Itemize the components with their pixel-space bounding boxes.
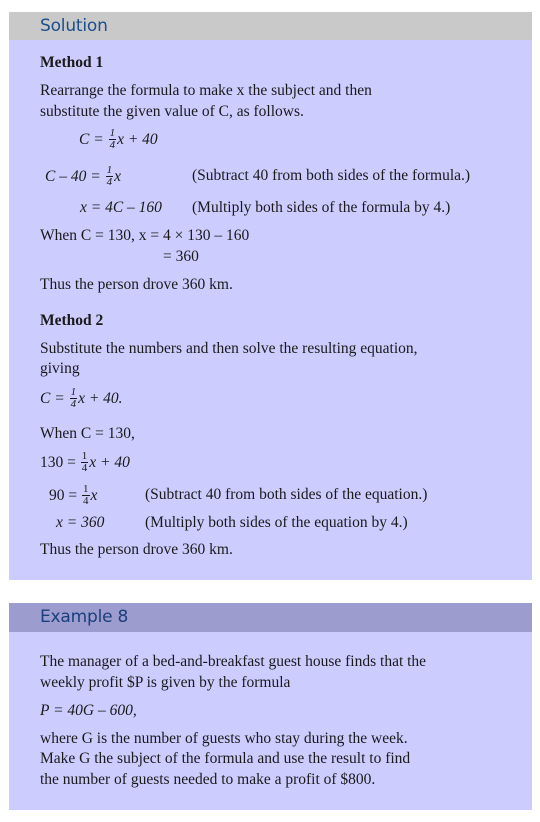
method2-eq4-note: (Multiply both sides of the equation by 4.)	[145, 514, 408, 531]
fraction-denominator: 4	[106, 176, 113, 188]
method2-eq1-rhs: x + 40.	[78, 390, 123, 408]
fraction	[82, 484, 90, 507]
method1-eq2-lhs: C – 40 =	[45, 168, 101, 186]
method1-eq1-rhs: x + 40	[117, 131, 158, 149]
solution-box	[9, 12, 532, 580]
method1-eq2	[45, 166, 121, 189]
solution-heading: Solution	[9, 12, 532, 40]
fraction-numerator: 1	[81, 450, 88, 462]
example-line-2: weekly profit $P is given by the formula	[40, 674, 291, 691]
fraction	[70, 387, 78, 410]
method1-eq1-lhs: C =	[79, 131, 104, 149]
method2-when: When C = 130,	[40, 425, 135, 442]
method1-intro-line2: substitute the given value of C, as follows.	[40, 103, 304, 120]
method1-conclusion: Thus the person drove 360 km.	[40, 276, 233, 293]
example-line-5: the number of guests needed to make a profit of $800.	[40, 771, 376, 788]
example-heading: Example 8	[9, 603, 532, 632]
method2-title: Method 2	[40, 312, 104, 329]
method2-eq1	[40, 388, 123, 411]
example-line-1: The manager of a bed-and-breakfast guest house finds that the	[40, 653, 427, 670]
method2-eq3-lhs: 90 =	[49, 487, 78, 505]
method1-eq2-rhs: x	[114, 168, 121, 186]
fraction	[109, 128, 117, 151]
method1-eq3-note: (Multiply both sides of the formula by 4.)	[192, 199, 451, 216]
example-line-3: where G is the number of guests who stay during the week.	[40, 730, 408, 747]
method1-eq2-note: (Subtract 40 from both sides of the formula.)	[192, 167, 471, 184]
example-formula: P = 40G – 600,	[40, 702, 137, 719]
method2-eq2-lhs: 130 =	[40, 454, 76, 472]
method1-eq1	[79, 129, 158, 152]
method1-intro-line1: Rearrange the formula to make x the subject and then	[40, 82, 372, 99]
fraction-denominator: 4	[81, 462, 88, 474]
fraction	[106, 165, 114, 188]
fraction-numerator: 1	[83, 483, 89, 495]
method2-eq4: x = 360	[56, 514, 105, 531]
method2-eq2	[40, 452, 130, 475]
method2-intro-line1: Substitute the numbers and then solve the resulting equation,	[40, 340, 418, 357]
method1-title: Method 1	[40, 54, 104, 71]
method2-eq3	[49, 485, 97, 508]
fraction	[81, 451, 89, 474]
fraction-denominator: 4	[70, 398, 77, 410]
fraction-numerator: 1	[106, 164, 113, 176]
method2-eq2-rhs: x + 40	[89, 454, 130, 472]
method2-eq3-note: (Subtract 40 from both sides of the equation.)	[145, 486, 428, 503]
fraction-denominator: 4	[109, 139, 116, 151]
example-line-4: Make G the subject of the formula and use the result to find	[40, 750, 411, 767]
fraction-numerator: 1	[70, 386, 77, 398]
fraction-numerator: 1	[109, 127, 116, 139]
method1-when-line2: = 360	[163, 248, 199, 265]
method2-conclusion: Thus the person drove 360 km.	[40, 541, 233, 558]
method2-eq3-rhs: x	[90, 487, 98, 505]
method1-when-line1: When C = 130, x = 4 × 130 – 160	[40, 227, 250, 244]
method2-eq1-lhs: C =	[40, 390, 65, 408]
method1-eq3: x = 4C – 160	[80, 199, 162, 216]
example-box	[9, 603, 532, 810]
fraction-denominator: 4	[83, 495, 89, 507]
method2-intro-line2: giving	[40, 360, 80, 377]
